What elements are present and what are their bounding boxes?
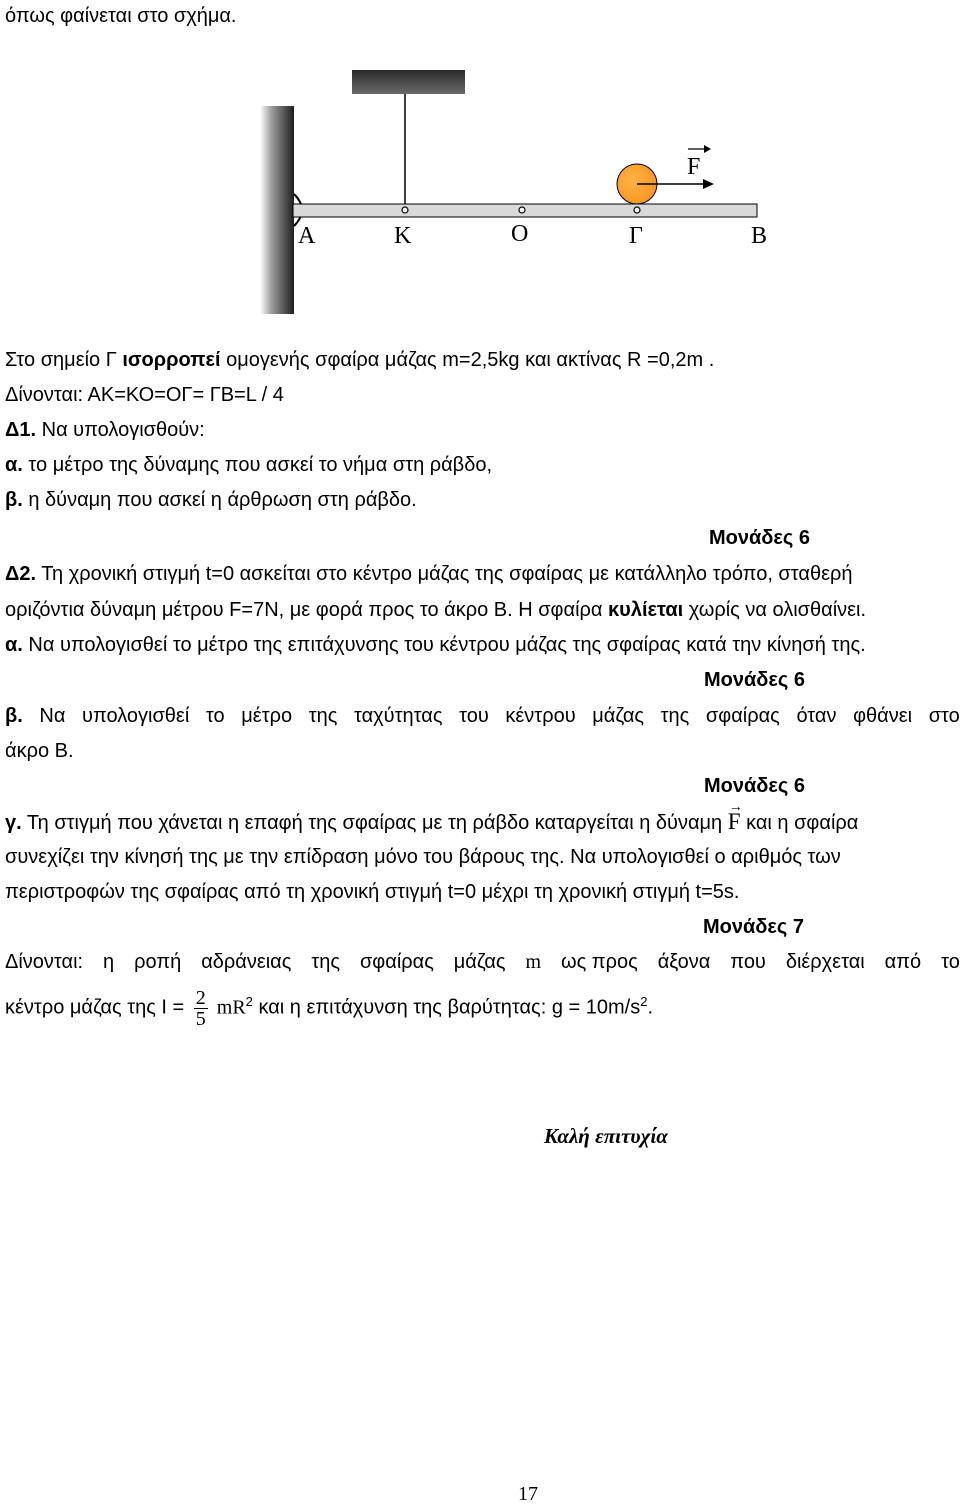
wall <box>260 106 294 314</box>
question-d2c-line1 <box>5 798 859 835</box>
intro-text: όπως φαίνεται στο σχήμα. <box>5 5 237 27</box>
point-o <box>519 207 525 213</box>
d2b-word: της <box>660 705 690 727</box>
marks-3 <box>704 774 805 798</box>
given2-word: η <box>103 951 115 973</box>
point-g <box>634 207 640 213</box>
marks-4 <box>703 915 804 939</box>
d2b-word: μέτρο <box>241 705 293 727</box>
d2-line2-bold: κυλίεται <box>608 599 684 621</box>
d1a-text: το μέτρο της δύναμης που ασκεί το νήμα στη ράβδο, <box>22 454 492 476</box>
marks-3-text: Μονάδες 6 <box>704 775 805 797</box>
d2b-word: υπολογισθεί <box>82 705 190 727</box>
marks-2-text: Μονάδες 6 <box>704 669 805 691</box>
question-d1b <box>5 488 417 512</box>
d2-line2-pre: οριζόντια δύναμη μέτρου F=7N, με φορά προς το άκρο Β. Η σφαίρα <box>5 599 609 621</box>
label-f: F <box>687 154 701 180</box>
ceiling-mount <box>352 70 465 94</box>
given-line-3 <box>5 978 653 1032</box>
inertia-fraction <box>194 988 208 1029</box>
d2b-word: ταχύτητας <box>354 705 443 727</box>
d1b-number: β. <box>5 489 23 511</box>
question-d2b-line1 <box>5 704 960 728</box>
d2c-vector-letter: F <box>727 809 741 834</box>
force-arrowhead <box>703 179 714 189</box>
label-g: Γ <box>629 223 643 249</box>
given2-word: ως προς <box>561 951 638 973</box>
question-d1 <box>5 418 205 442</box>
question-d2c-line3: περιστροφών της σφαίρας από τη χρονική στιγμή t=0 μέχρι τη χρονική στιγμή t=5s. <box>5 881 740 903</box>
given2-word: ροπή <box>134 951 182 973</box>
marks-4-text: Μονάδες 7 <box>703 916 804 938</box>
given2-word: που <box>730 951 766 973</box>
given2-word: από <box>884 951 922 973</box>
statement-line <box>5 348 714 372</box>
question-d2b-line2: άκρο Β. <box>5 740 74 762</box>
d1a-number: α. <box>5 454 23 476</box>
label-k: Κ <box>394 223 412 249</box>
statement-bold: ισορροπεί <box>122 349 221 371</box>
d2-line1-text: Τη χρονική στιγμή t=0 ασκείται στο κέντρο μάζας της σφαίρας με κατάλληλο τρόπο, σταθερή <box>36 563 853 585</box>
d2c-vector-f <box>727 798 743 835</box>
vector-arrow-icon: → <box>728 798 743 814</box>
given2-word: m <box>525 951 542 973</box>
given2-sup1: 2 <box>245 994 253 1009</box>
statement-post: ομογενής σφαίρα μάζας m=2,5kg και ακτίνας R =0,2m . <box>220 349 715 371</box>
d2c-number: γ. <box>5 812 22 834</box>
fraction-denominator: 5 <box>195 1007 206 1030</box>
given2-word: το <box>941 951 960 973</box>
given2-word: διέρχεται <box>785 951 865 973</box>
given2-word: Δίνονται: <box>5 951 84 973</box>
given-line-1: Δίνονται: ΑΚ=ΚΟ=ΟΓ= ΓΒ=L / 4 <box>5 384 284 406</box>
d2b-word: μάζας <box>592 705 645 727</box>
label-b: Β <box>751 223 768 249</box>
d2b-word: της <box>308 705 338 727</box>
statement-pre: Στο σημείο Γ <box>5 349 123 371</box>
given2-sup2: 2 <box>640 994 648 1009</box>
given2-word: σφαίρας <box>359 951 434 973</box>
d2b-word: Να <box>39 705 66 727</box>
given-line-2 <box>5 950 960 974</box>
given2-mr: mR <box>211 996 246 1019</box>
page-number: 17 <box>518 1483 538 1505</box>
label-f-vector-head <box>704 145 711 153</box>
question-d2-line1 <box>5 562 853 586</box>
d2b-word: στο <box>928 705 960 727</box>
closing-text: Καλή επιτυχία <box>544 1124 668 1148</box>
question-d2-line2 <box>5 598 866 622</box>
question-d2a <box>5 633 866 657</box>
d2c-text1: Τη στιγμή που χάνεται η επαφή της σφαίρας με τη ράβδο καταργείται η δύναμη <box>21 812 728 834</box>
d2b-word: όταν <box>796 705 837 727</box>
d2b-word: κέντρου <box>505 705 576 727</box>
d2b-number: β. <box>5 705 23 727</box>
question-d1a <box>5 453 492 477</box>
label-o: Ο <box>511 221 529 247</box>
d2b-word: το <box>205 705 225 727</box>
d2b-word: φθάνει <box>853 705 913 727</box>
physics-figure <box>0 60 960 330</box>
point-k <box>402 207 408 213</box>
d2b-word: σφαίρας <box>705 705 780 727</box>
fraction-numerator: 2 <box>195 986 206 1009</box>
given2-word: αδράνειας <box>201 951 292 973</box>
marks-1-text: Μονάδες 6 <box>709 527 810 549</box>
d2b-word: του <box>459 705 489 727</box>
marks-2 <box>704 668 805 692</box>
d2-line2-post: χωρίς να ολισθαίνει. <box>683 599 867 621</box>
question-d2c-line2: συνεχίζει την κίνησή της με την επίδραση μόνο του βάρους της. Να υπολογισθεί ο αριθμός των <box>5 846 841 868</box>
d1-text: Να υπολογισθούν: <box>36 419 205 441</box>
given2-word: της <box>311 951 340 973</box>
marks-1 <box>709 526 810 550</box>
d1-number: Δ1. <box>5 419 37 441</box>
given2-end: . <box>647 996 653 1019</box>
given2-post: και η επιτάχυνση της βαρύτητας: g = 10m/s <box>252 996 641 1019</box>
d2a-text: Να υπολογισθεί το μέτρο της επιτάχυνσης του κέντρου μάζας της σφαίρας κατά την κίνησή της. <box>22 634 866 656</box>
given2-word: άξονα <box>657 951 711 973</box>
given2-pre: κέντρο μάζας της I = <box>5 996 190 1019</box>
label-a: Α <box>298 223 316 249</box>
d2a-number: α. <box>5 634 23 656</box>
d1b-text: η δύναμη που ασκεί η άρθρωση στη ράβδο. <box>22 489 417 511</box>
d2-number: Δ2. <box>5 563 37 585</box>
d2c-text2: και η σφαίρα <box>740 812 859 834</box>
given2-word: μάζας <box>453 951 506 973</box>
